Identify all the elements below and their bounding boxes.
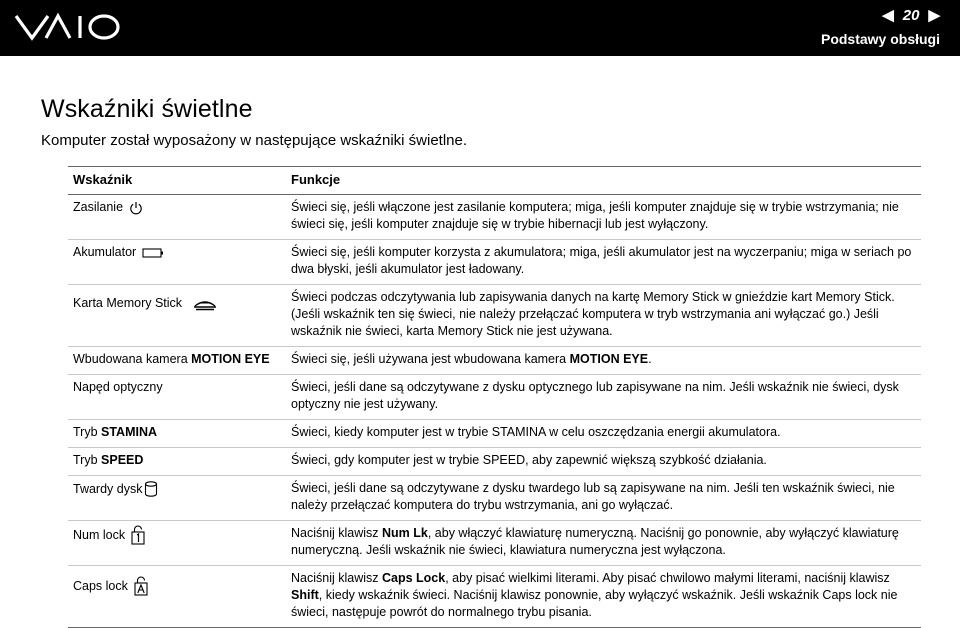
function-text: Świeci, jeśli dane są odczytywane z dysku twardego lub są zapisywane na nim. Jeśli ten wskaźnik świeci, nie należy przełączać komputera do trybu wstrzymania, ani go wyłączać. (291, 476, 921, 521)
battery-icon (142, 247, 164, 259)
indicator-table (68, 166, 921, 628)
indicator-name: Twardy dysk (73, 481, 143, 496)
hard-disk-icon (144, 480, 158, 498)
function-text: Naciśnij klawisz Num Lk, aby włączyć klawiaturę numeryczną. Naciśnij go ponownie, aby wyłączyć klawiaturę numeryczną. Jeśli wskaźnik nie świeci, klawiatura numeryczna jest wyłączona. (291, 521, 921, 566)
caps-lock-icon (134, 576, 148, 596)
indicator-name: Wbudowana kamera MOTION EYE (68, 347, 291, 375)
table-row (68, 240, 921, 285)
intro-text: Komputer został wyposażony w następujące wskaźniki świetlne. (41, 132, 468, 149)
function-text: Świeci, jeśli dane są odczytywane z dysku optycznego lub zapisywane na nim. Jeśli wskaźnik nie świeci, dysk optyczny nie jest używany. (291, 375, 921, 420)
table-row (68, 566, 921, 628)
table-header-row (68, 167, 921, 195)
page-header (0, 0, 960, 56)
table-row (68, 420, 921, 448)
function-text: Naciśnij klawisz Caps Lock, aby pisać wielkimi literami. Aby pisać chwilowo małymi literami, naciśnij klawisz Shift, kiedy wskaźnik świeci. Naciśnij klawisz ponownie, aby wyłączyć wskaźnik. Jeśli wskaźnik Caps lock nie świeci, następuje powrót do normalnego trybu pisania. (291, 566, 921, 628)
next-page-arrow-icon[interactable]: ▶ (928, 7, 940, 24)
page-title: Wskaźniki świetlne (41, 95, 253, 123)
column-header-function: Funkcje (291, 167, 921, 195)
page-navigation (882, 6, 940, 24)
indicator-name: Tryb SPEED (68, 448, 291, 476)
table-row (68, 448, 921, 476)
prev-page-arrow-icon[interactable]: ◀ (882, 7, 894, 24)
table-row (68, 195, 921, 240)
section-title: Podstawy obsługi (820, 31, 940, 47)
indicator-name: Akumulator (73, 245, 137, 259)
table-row (68, 347, 921, 375)
function-text: Świeci się, jeśli włączone jest zasilanie komputera; miga, jeśli komputer znajduje się w trybie wstrzymania; nie świeci się, jeśli komputer znajduje się w trybie hibernacji lub jest wyłączony. (291, 195, 921, 240)
function-text: Świeci, gdy komputer jest w trybie SPEED, aby zapewnić większą szybkość działania. (291, 448, 921, 476)
vaio-logo (14, 12, 122, 47)
indicator-name: Napęd optyczny (68, 375, 291, 420)
vaio-logo-icon (14, 12, 122, 42)
table-row (68, 375, 921, 420)
memory-stick-icon (192, 297, 218, 311)
page-number: 20 (902, 6, 920, 24)
indicator-name: Zasilanie (73, 200, 124, 214)
num-lock-icon (131, 525, 145, 545)
table-row (68, 476, 921, 521)
table-row (68, 285, 921, 347)
column-header-indicator: Wskaźnik (68, 167, 291, 195)
indicator-name: Num lock (73, 527, 126, 542)
function-text: Świeci, kiedy komputer jest w trybie STAMINA w celu oszczędzania energii akumulatora. (291, 420, 921, 448)
power-icon (129, 201, 143, 215)
function-text: Świeci się, jeśli komputer korzysta z akumulatora; miga, jeśli akumulator jest na wyczerpaniu; miga w seriach po dwa błyski, jeśli akumulator jest ładowany. (291, 240, 921, 285)
function-text: Świeci podczas odczytywania lub zapisywania danych na kartę Memory Stick w gnieździe kart Memory Stick. (Jeśli wskaźnik ten się świeci, nie należy przełączać komputera w tryb wstrzymania ani wyłączać go.) Jeśli wskaźnik nie świeci, karta Memory Stick nie jest używana. (291, 285, 921, 347)
table-row (68, 521, 921, 566)
indicator-name: Karta Memory Stick (73, 296, 183, 310)
indicator-name: Caps lock (73, 578, 128, 593)
function-text: Świeci się, jeśli używana jest wbudowana kamera MOTION EYE. (291, 347, 921, 375)
indicator-name: Tryb STAMINA (68, 420, 291, 448)
